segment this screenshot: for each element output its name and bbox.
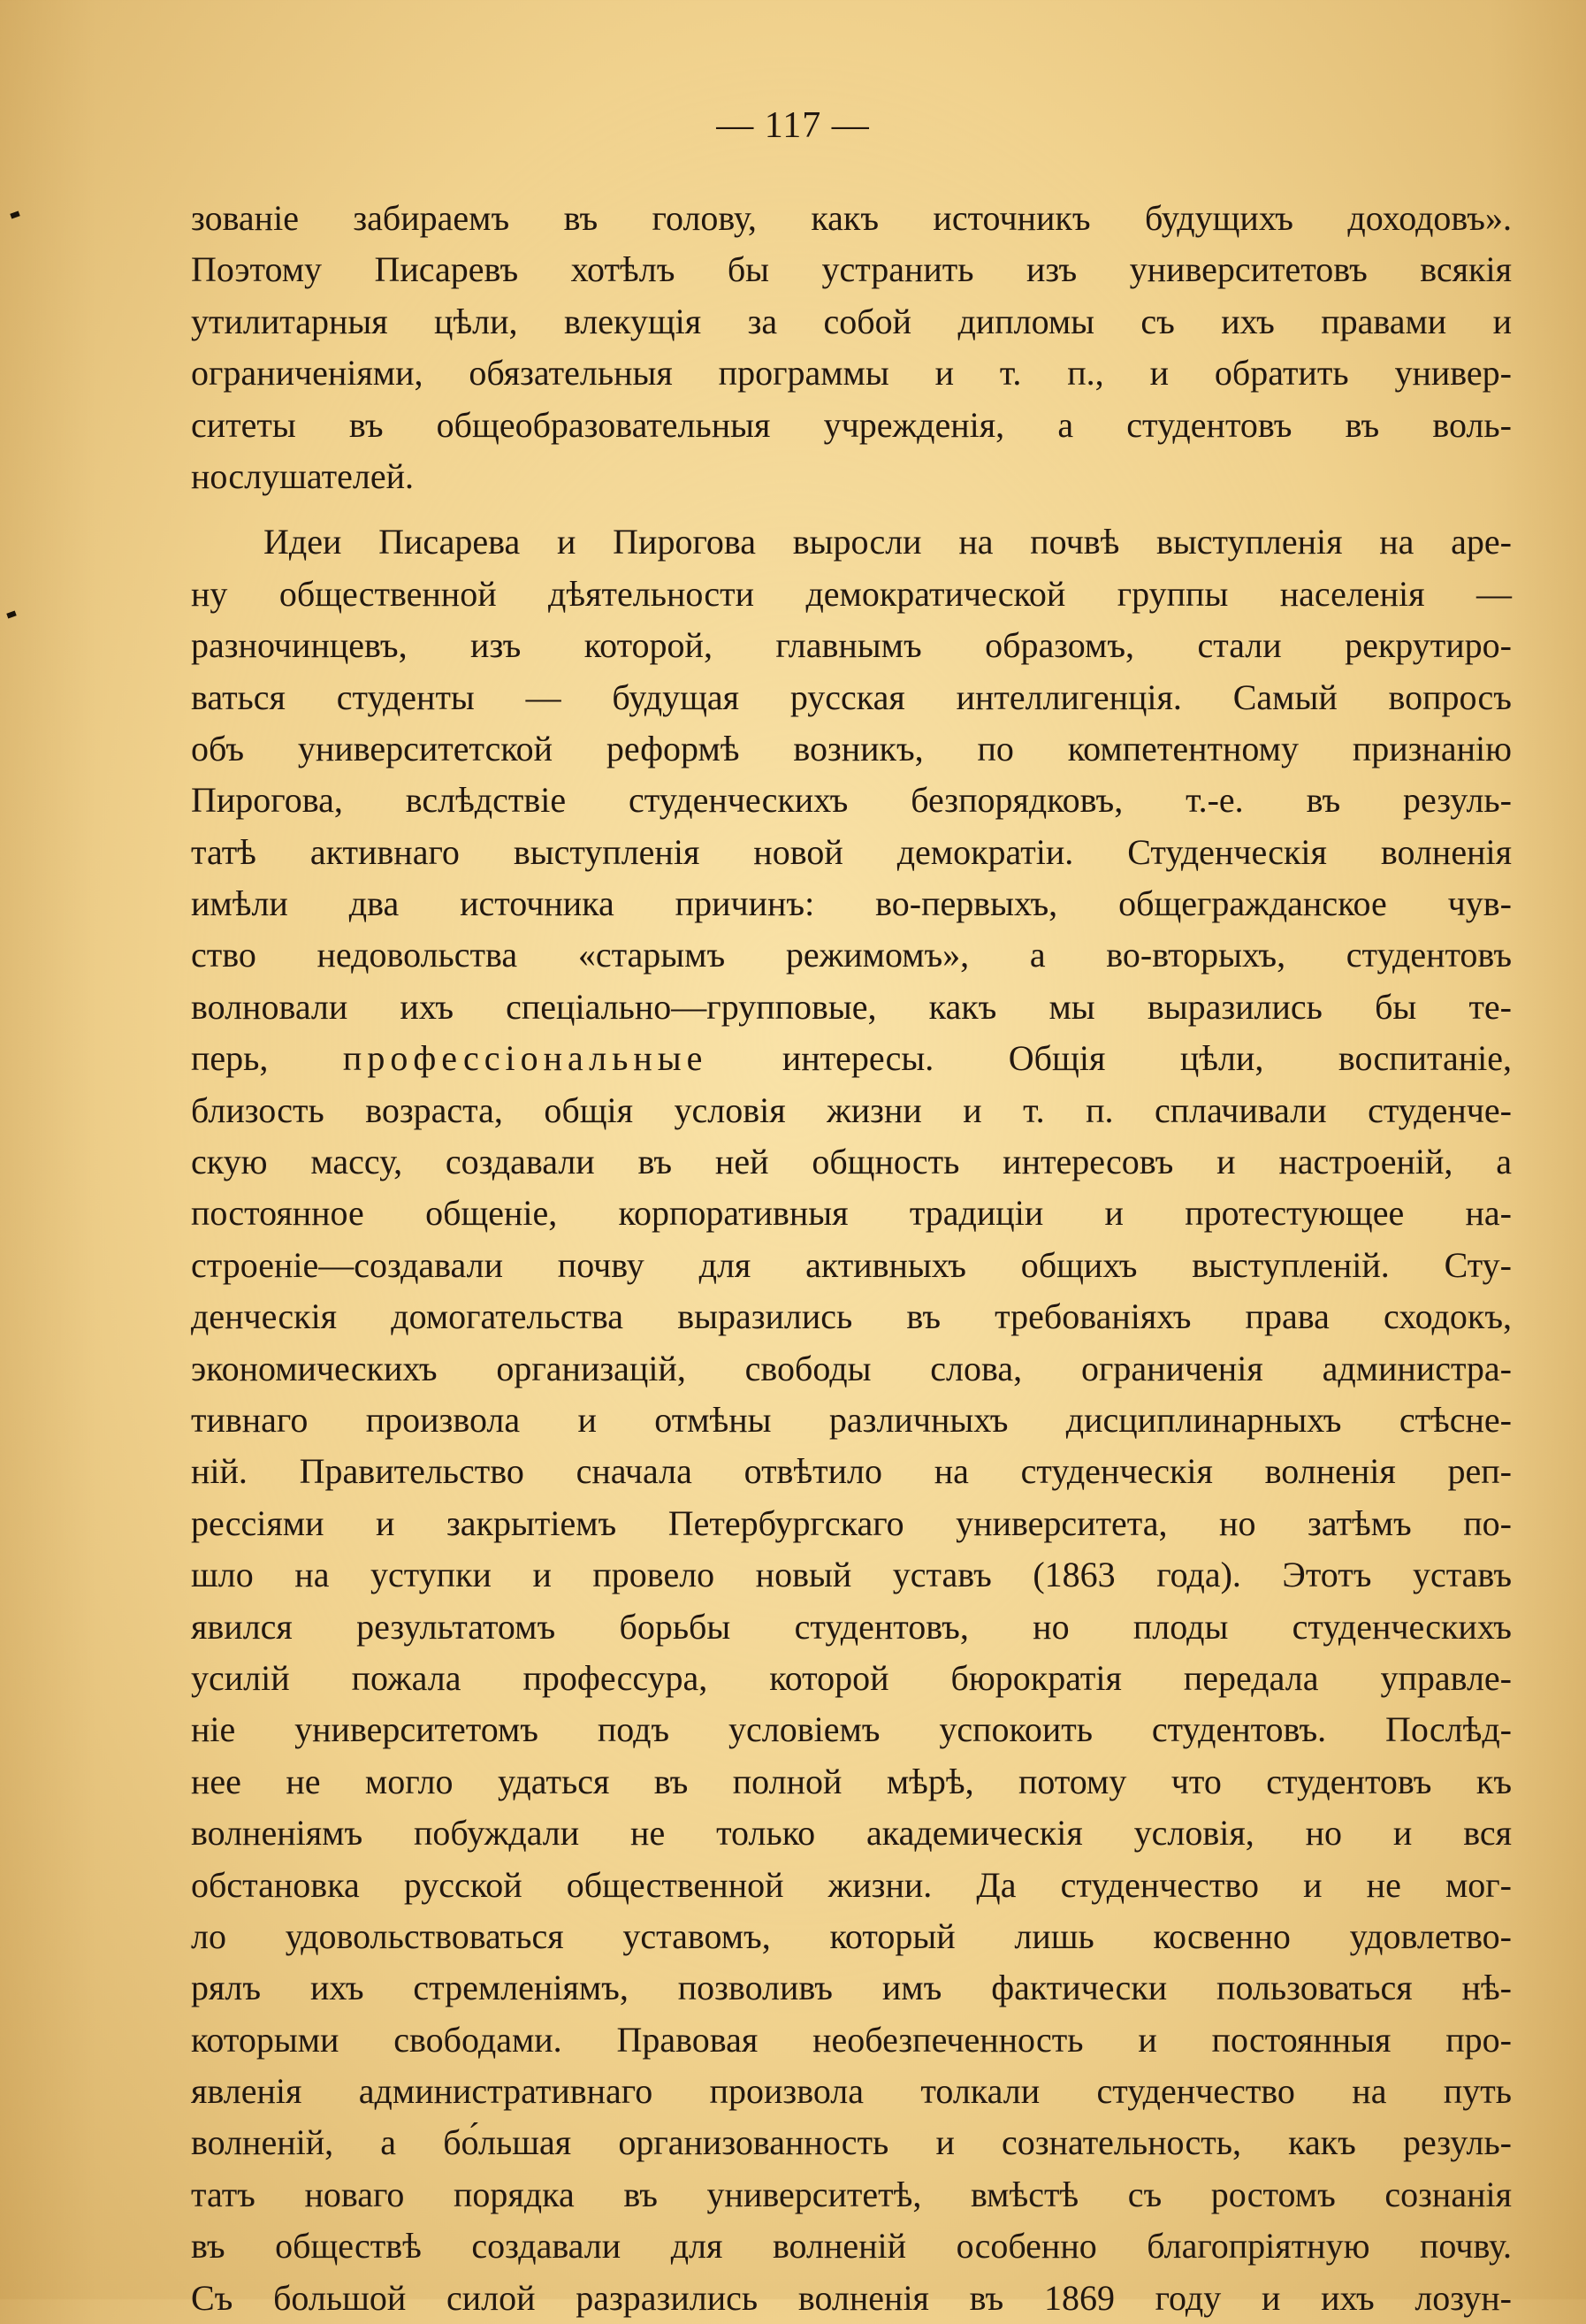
- text-line: экономическихъ организацій, свободы слова, ограниченія администра-: [191, 1348, 1512, 1388]
- text-line: имѣли два источника причинъ: во-первыхъ, общегражданское чув-: [191, 883, 1512, 924]
- text-line: нее не могло удаться въ полной мѣрѣ, потому что студентовъ къ: [191, 1761, 1512, 1801]
- text-line: разночинцевъ, изъ которой, главнымъ образомъ, стали рекрутиро-: [191, 625, 1512, 666]
- paragraph: [191, 516, 1512, 2324]
- text-line: тивнаго произвола и отмѣны различныхъ дисциплинарныхъ стѣсне-: [191, 1399, 1512, 1440]
- text-line: ство недовольства «старымъ режимомъ», а во-вторыхъ, студентовъ: [191, 935, 1512, 975]
- text-line: волненій, а бо́льшая организованность и сознательность, какъ резуль-: [191, 2122, 1512, 2163]
- text-line: объ университетской реформѣ возникъ, по компетентному признанію: [191, 728, 1512, 768]
- margin-ink-mark: [10, 210, 19, 218]
- text-line: рессіями и закрытіемъ Петербургскаго университета, но затѣмъ по-: [191, 1502, 1512, 1543]
- paragraph-gap: [191, 502, 1512, 516]
- text-line: явился результатомъ борьбы студентовъ, но плоды студенческихъ: [191, 1606, 1512, 1647]
- text-line: постоянное общеніе, корпоративныя традиціи и протестующее на-: [191, 1193, 1512, 1234]
- text-line: рялъ ихъ стремленіямъ, позволивъ имъ фактически пользоваться нѣ-: [191, 1968, 1512, 2008]
- text-run: перь,: [191, 1038, 269, 1079]
- text-line: зованіе забираемъ въ голову, какъ источникъ будущихъ доходовъ».: [191, 198, 1512, 238]
- paragraph: [191, 193, 1512, 502]
- text-line: ніе университетомъ подъ условіемъ успокоить студентовъ. Послѣд-: [191, 1709, 1512, 1750]
- text-line: строеніе—создавали почву для активныхъ общихъ выступленій. Сту-: [191, 1244, 1512, 1285]
- text-line: Пирогова, вслѣдствіе студенческихъ безпорядковъ, т.-е. въ резуль-: [191, 780, 1512, 821]
- text-line: въ обществѣ создавали для волненій особенно благопріятную почву.: [191, 2226, 1512, 2267]
- text-line: татѣ активнаго выступленія новой демократіи. Студенческія волненія: [191, 831, 1512, 872]
- text-line: Съ большой силой разразились волненія въ 1869 году и ихъ лозун-: [191, 2277, 1512, 2318]
- text-line: ваться студенты — будущая русская интеллигенція. Самый вопросъ: [191, 677, 1512, 717]
- text-line: ній. Правительство сначала отвѣтило на студенческія волненія реп-: [191, 1451, 1512, 1492]
- text-line: ну общественной дѣятельности демократической группы населенія —: [191, 573, 1512, 614]
- text-line: ло удовольствоваться уставомъ, который лишь косвенно удовлетво-: [191, 1915, 1512, 1956]
- text-line: утилитарныя цѣли, влекущія за собой дипломы съ ихъ правами и: [191, 301, 1512, 341]
- text-line: [191, 1033, 1512, 1084]
- text-line: близость возраста, общія условія жизни и т. п. сплачивали студенче-: [191, 1089, 1512, 1130]
- text-line: денческія домогательства выразились въ требованіяхъ права сходокъ,: [191, 1296, 1512, 1337]
- text-line: татъ новаго порядка въ университетѣ, вмѣстѣ съ ростомъ сознанія: [191, 2174, 1512, 2214]
- text-line: скую массу, создавали въ ней общность интересовъ и настроеній, а: [191, 1142, 1512, 1182]
- text-line: нослушателей.: [191, 455, 414, 496]
- text-line: волненіямъ побуждали не только академическія условія, но и вся: [191, 1813, 1512, 1854]
- text-line: ситеты въ общеобразовательныя учрежденія, а студентовъ въ воль-: [191, 404, 1512, 445]
- text-line: обстановка русской общественной жизни. Да студенчество и не мог-: [191, 1864, 1512, 1905]
- text-line: которыми свободами. Правовая необезпеченность и постоянныя про-: [191, 2019, 1512, 2060]
- text-line: волновали ихъ спеціально—групповые, какъ мы выразились бы те-: [191, 986, 1512, 1027]
- text-line: ограниченіями, обязательныя программы и т. п., и обратить универ-: [191, 353, 1512, 394]
- text-line: явленія административнаго произвола толкали студенчество на путь: [191, 2071, 1512, 2112]
- text-line: усилій пожала профессура, которой бюрократія передала управле-: [191, 1657, 1512, 1698]
- emphasized-word: профессіональные: [342, 1038, 708, 1079]
- text-line: шло на уступки и провело новый уставъ (1863 года). Этотъ уставъ: [191, 1555, 1512, 1595]
- page-body: [191, 193, 1512, 2324]
- text-run: интересы. Общія цѣли, воспитаніе,: [782, 1038, 1512, 1079]
- text-line: Поэтому Писаревъ хотѣлъ бы устранить изъ университетовъ всякія: [191, 249, 1512, 290]
- text-line: Идеи Писарева и Пирогова выросли на почвѣ выступленія на аре-: [263, 522, 1512, 562]
- margin-ink-mark: [6, 610, 16, 618]
- page-number: — 117 —: [716, 105, 870, 146]
